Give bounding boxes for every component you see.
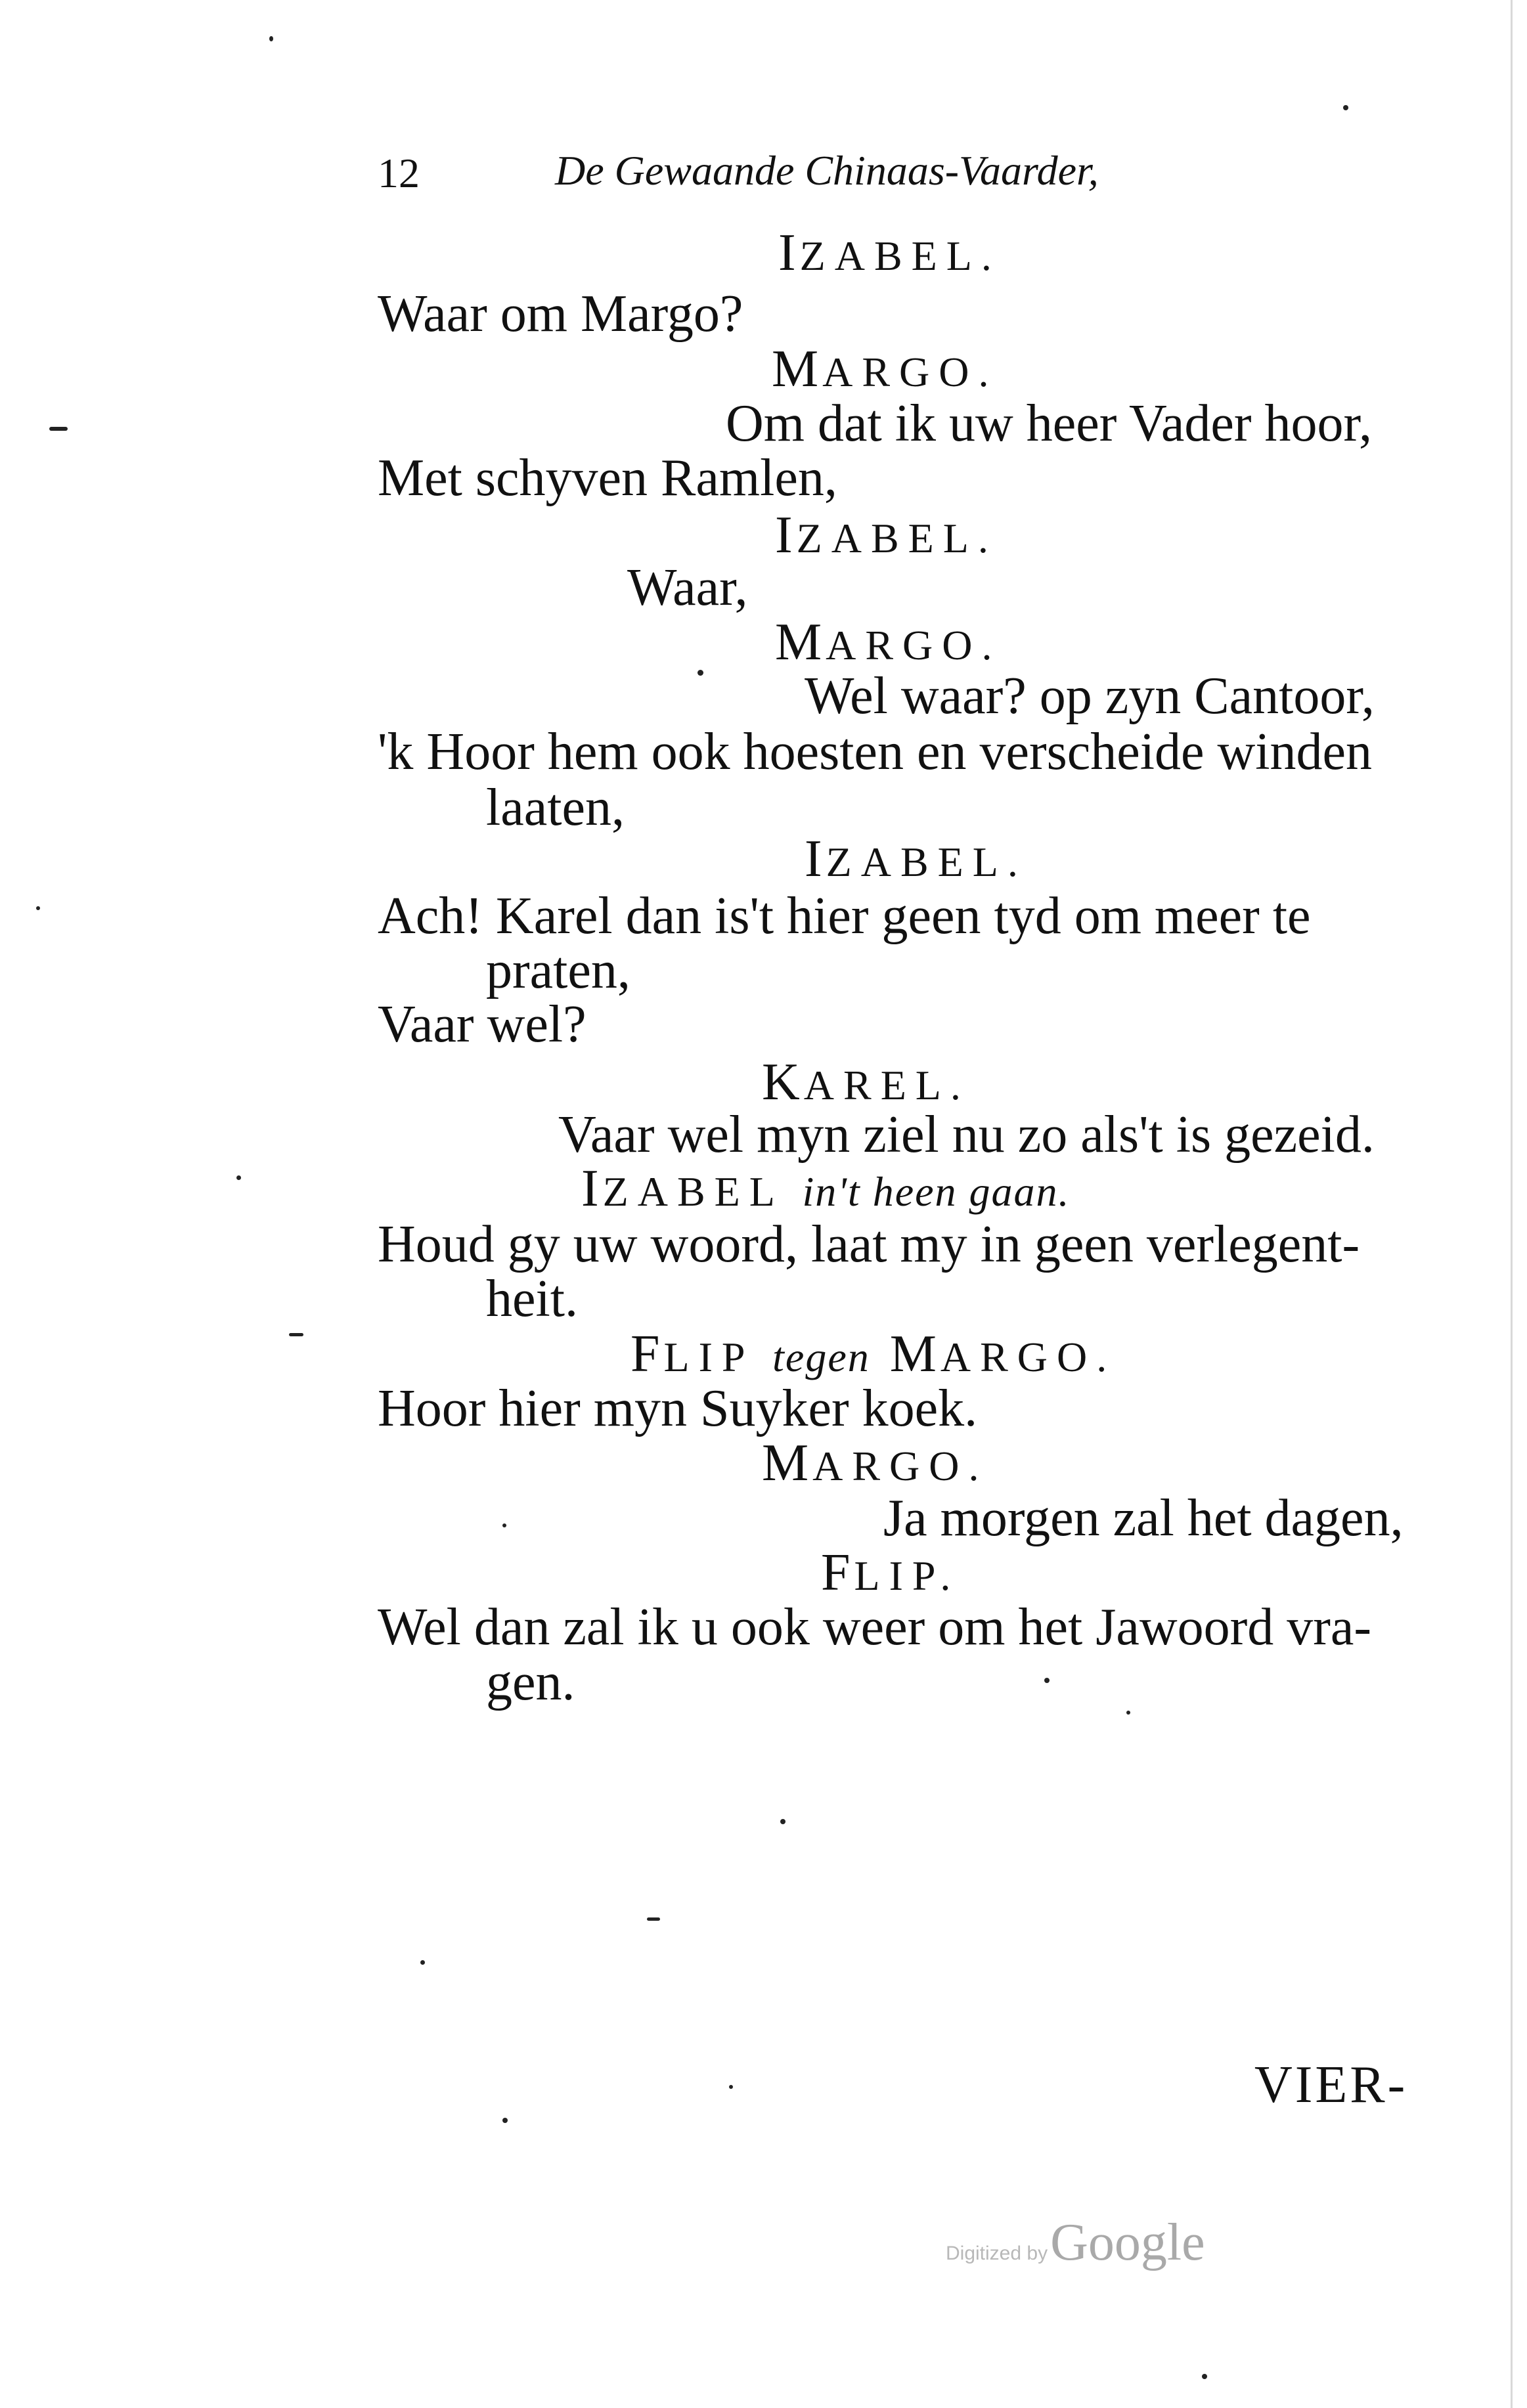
speaker-name: LIP. — [854, 1552, 960, 1599]
speaker-initial: I — [805, 830, 826, 888]
speaker-heading — [772, 340, 998, 398]
scan-speck — [420, 1960, 425, 1965]
verse-line: Vaar wel myn ziel nu zo als't is gezeid. — [558, 1106, 1375, 1164]
speaker-heading — [581, 1162, 1071, 1215]
scan-speck — [647, 1917, 660, 1921]
scan-speck — [1044, 1678, 1050, 1683]
speaker-initial: M — [772, 340, 823, 398]
verse-line: Waar om Margo? — [378, 285, 743, 343]
speaker-heading — [805, 830, 1027, 888]
speaker-initial: I — [775, 506, 797, 564]
speaker-name: ZABEL. — [796, 515, 998, 561]
scan-speck — [1126, 1711, 1130, 1715]
page-number: 12 — [378, 150, 420, 196]
speaker-heading — [775, 506, 998, 564]
scan-speck — [36, 906, 40, 910]
verse-line: laaten, — [486, 779, 625, 837]
speaker-name: ARGO. — [940, 1334, 1117, 1380]
verse-line: Om dat ik uw heer Vader hoor, — [726, 395, 1372, 452]
verse-line: Met schyven Ramlen, — [378, 449, 837, 507]
scan-speck — [502, 2118, 508, 2123]
verse-line: praten, — [486, 942, 631, 999]
scan-speck — [697, 670, 703, 676]
speaker-name: ZABEL. — [826, 839, 1027, 885]
speaker-initial: F — [821, 1544, 854, 1602]
speaker-heading — [762, 1434, 988, 1492]
speaker-initial: K — [762, 1053, 804, 1111]
running-title: De Gewaande Chinaas-Vaarder, — [555, 147, 1099, 194]
scan-speck — [1202, 2374, 1207, 2379]
scan-speck — [1343, 105, 1348, 110]
scan-speck — [269, 36, 273, 41]
scan-speck — [729, 2085, 733, 2089]
speaker-name: ZABEL — [602, 1168, 783, 1215]
verse-line: Ach! Karel dan is't hier geen tyd om meer te — [378, 887, 1311, 945]
speaker-name: ARGO. — [812, 1443, 988, 1489]
stage-direction: in't heen gaan. — [802, 1168, 1071, 1215]
verse-line: Waar, — [627, 559, 748, 617]
verse-line: Houd gy uw woord, laat my in geen verlegent- — [378, 1215, 1360, 1273]
speaker-heading — [762, 1053, 970, 1111]
verse-line: Vaar wel? — [378, 996, 586, 1053]
speaker-name: AREL. — [803, 1062, 970, 1108]
speaker-initial: M — [762, 1434, 813, 1492]
speaker-heading — [775, 613, 1002, 671]
stage-direction: tegen — [772, 1334, 870, 1380]
page-edge — [1511, 0, 1513, 2408]
speaker-initial: F — [631, 1325, 664, 1383]
scan-speck — [236, 1175, 241, 1180]
speaker-initial: I — [581, 1160, 603, 1217]
speaker-name: LIP — [663, 1334, 753, 1380]
catchword: VIER- — [1254, 2056, 1408, 2114]
speaker-heading — [821, 1544, 960, 1602]
scan-speck — [502, 1523, 506, 1527]
scan-speck — [780, 1819, 786, 1824]
speaker-initial: I — [778, 224, 800, 282]
scan-speck — [49, 427, 68, 431]
verse-line: Wel waar? op zyn Cantoor, — [805, 667, 1375, 725]
speaker-name: ARGO. — [822, 349, 998, 395]
verse-line: Wel dan zal ik u ook weer om het Jawoord vra- — [378, 1598, 1372, 1656]
speaker-name: ARGO. — [826, 622, 1002, 668]
verse-line: Ja morgen zal het dagen, — [883, 1489, 1404, 1547]
digitized-by-label: Digitized by — [946, 2243, 1048, 2264]
scan-speck — [289, 1333, 303, 1336]
verse-line: gen. — [486, 1653, 575, 1711]
speaker-initial: M — [889, 1325, 941, 1383]
verse-line: heit. — [486, 1270, 578, 1328]
google-watermark — [946, 2213, 1205, 2273]
speaker-name: ZABEL. — [799, 232, 1001, 279]
speaker-heading — [631, 1325, 1117, 1383]
verse-line: Hoor hier myn Suyker koek. — [378, 1380, 978, 1437]
verse-line: 'k Hoor hem ook hoesten en verscheide winden — [378, 723, 1372, 781]
speaker-initial: M — [775, 613, 826, 671]
speaker-heading — [778, 224, 1001, 282]
google-logo: Google — [1050, 2214, 1205, 2271]
